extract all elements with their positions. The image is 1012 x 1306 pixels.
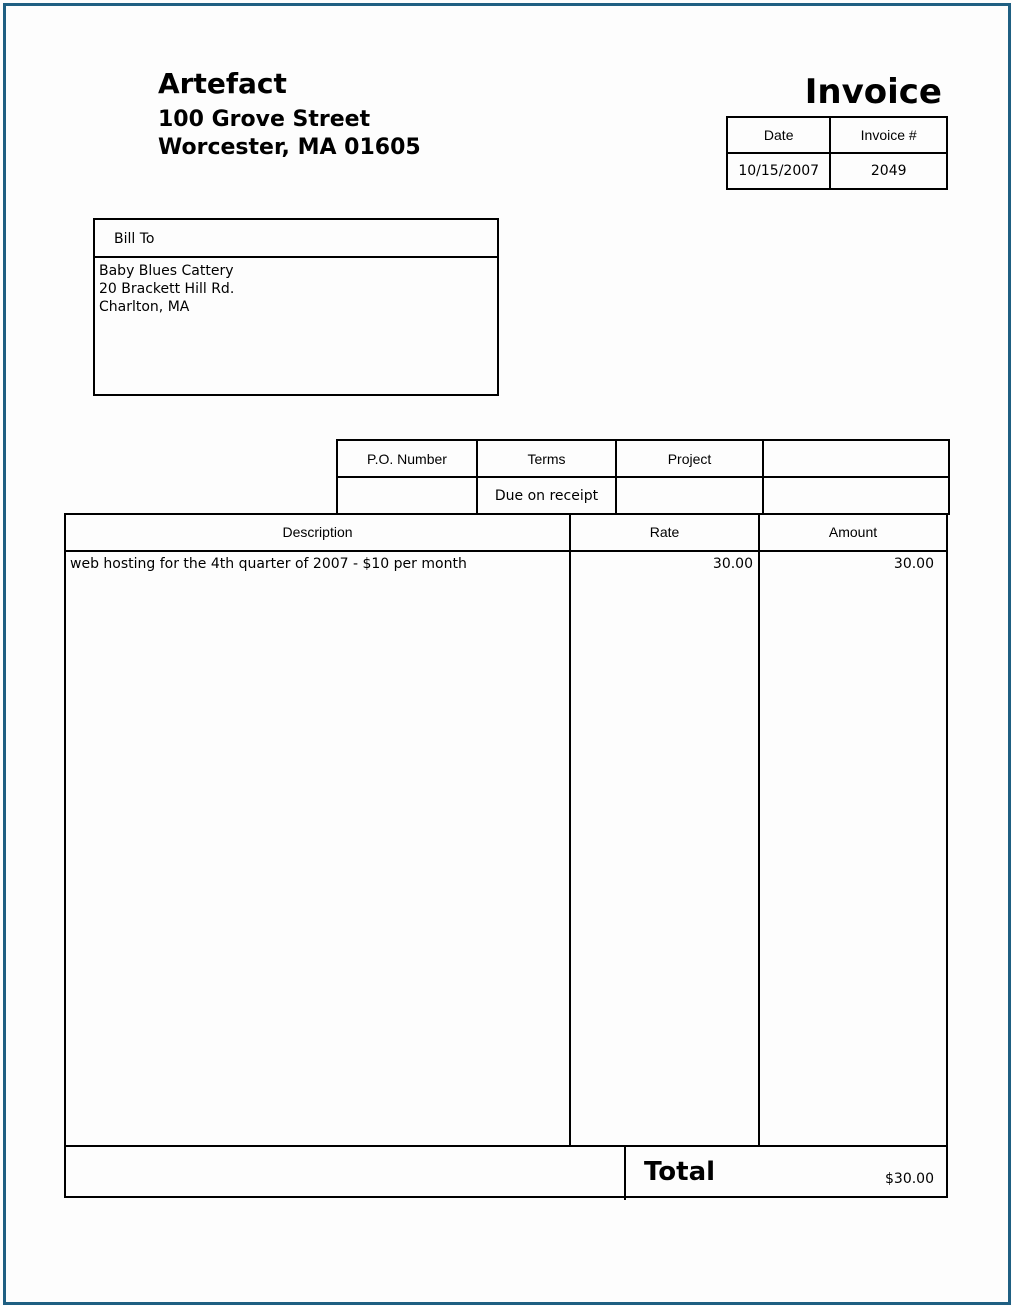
- item-amount: 30.00: [893, 556, 934, 572]
- po-number-value: [337, 477, 477, 514]
- bill-to-box: [93, 218, 499, 396]
- total-value: $30.00: [885, 1171, 934, 1187]
- invoice-meta-table: [726, 116, 948, 190]
- company-name: Artefact: [158, 67, 287, 100]
- document-title: Invoice: [804, 72, 942, 112]
- invoice-number-label: Invoice #: [830, 117, 947, 153]
- po-number-label: P.O. Number: [337, 440, 477, 477]
- description-header: Description: [282, 524, 353, 540]
- total-label: Total: [644, 1157, 716, 1187]
- amount-header: Amount: [828, 524, 878, 540]
- bill-to-line: Baby Blues Cattery: [99, 263, 234, 279]
- empty-value-cell: [763, 477, 949, 514]
- project-label: Project: [616, 440, 763, 477]
- invoice-number: 2049: [830, 153, 947, 189]
- bill-to-address: [95, 258, 497, 316]
- terms-label: Terms: [477, 440, 616, 477]
- column-divider: [758, 515, 760, 1147]
- column-divider: [569, 515, 571, 1147]
- date-label: Date: [727, 117, 830, 153]
- item-rate: 30.00: [712, 556, 753, 572]
- line-items-table: [64, 513, 948, 1198]
- total-divider: [624, 1147, 626, 1200]
- terms-value: Due on receipt: [477, 477, 616, 514]
- item-description: web hosting for the 4th quarter of 2007 - $10 per month: [70, 556, 467, 572]
- invoice-date: 10/15/2007: [727, 153, 830, 189]
- company-address-line2: Worcester, MA 01605: [158, 135, 421, 160]
- header-divider: [66, 550, 946, 552]
- order-info-table: [336, 439, 950, 515]
- rate-header: Rate: [649, 524, 680, 540]
- bill-to-label: Bill To: [95, 220, 497, 258]
- bill-to-line: 20 Brackett Hill Rd.: [99, 281, 235, 297]
- footer-divider: [66, 1145, 946, 1147]
- company-address-line1: 100 Grove Street: [158, 107, 371, 132]
- empty-header-cell: [763, 440, 949, 477]
- project-value: [616, 477, 763, 514]
- bill-to-line: Charlton, MA: [99, 299, 190, 315]
